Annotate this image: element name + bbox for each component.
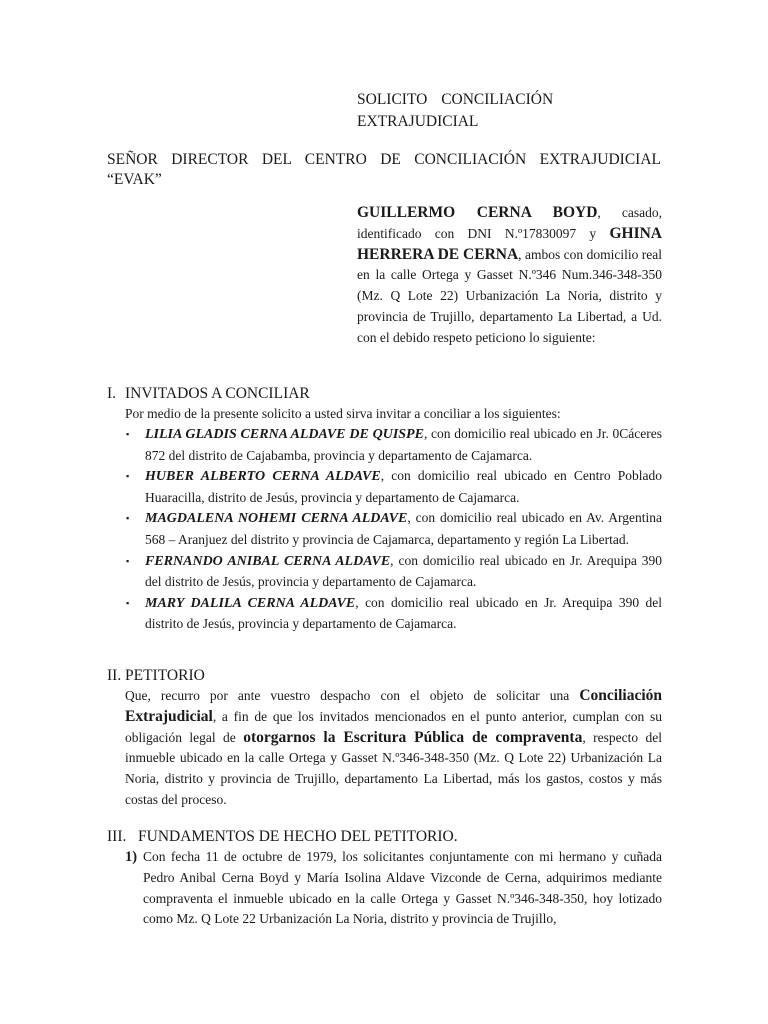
invitee-name: LILIA GLADIS CERNA ALDAVE DE QUISPE (145, 427, 424, 442)
invitees-list (125, 424, 662, 635)
fact-number: 1) (125, 849, 138, 865)
list-item (125, 847, 662, 930)
section-3-number: III. (107, 828, 127, 845)
petitorio-bold-1: Conciliación Extrajudicial (125, 687, 662, 725)
invitee-name: MAGDALENA NOHEMI CERNA ALDAVE (145, 511, 408, 527)
bullet-icon: ▪ (126, 555, 130, 566)
list-item (125, 508, 662, 550)
list-item (125, 551, 662, 593)
list-item (125, 466, 662, 508)
bullet-icon: ▪ (126, 513, 130, 524)
bullet-icon: ▪ (126, 597, 130, 608)
section-1-intro: Por medio de la presente solicito a usted sirva invitar a conciliar a los siguientes: (125, 406, 561, 421)
invitee-address: , con domicilio real ubicado en Jr. 0Cáceres 872 del distrito de Cajabamba, provincia y departamento de Cajamarca. (145, 426, 662, 463)
invitee-name: FERNANDO ANIBAL CERNA ALDAVE (145, 553, 391, 569)
invitee-address: , con domicilio real ubicado en Av. Argentina 568 – Aranjuez del distrito y provincia de Cajamarca, departamento y región La Libertad. (145, 510, 662, 547)
section-1-label: INVITADOS A CONCILIAR (125, 385, 310, 402)
bullet-icon: ▪ (126, 471, 130, 482)
fact-text: Con fecha 11 de octubre de 1979, los solicitantes conjuntamente con mi hermano y cuñada Pedro Anibal Cerna Boyd y María Isolina Aldave Vizconde de Cerna, adquirimos mediante compraventa el inmueble ubicado en la calle Ortega y Gasset N.º346-348-350, hoy lotizado como Mz. Q Lote 22 Urbanización La Noria, distrito y provincia de Trujillo, (143, 849, 662, 927)
petitorio-text-3: , respecto del inmueble ubicado en la calle Ortega y Gasset N.º346-348-350 (Mz. Q Lote 22) Urbanización La Noria, distrito y provincia de Trujillo, departamento La Libertad, más los gastos, costos y más costas del proceso. (125, 729, 662, 807)
heading-line-2: EXTRAJUDICIAL (357, 113, 479, 130)
invitee-name: HUBER ALBERTO CERNA ALDAVE (145, 469, 381, 485)
applicant-text-1: , casado, identificado con DNI N.º17830097 y (357, 205, 663, 241)
heading-line-1: SOLICITO CONCILIACIÓN (357, 91, 554, 108)
petitorio-text-2: , a fin de que los invitados mencionados en el punto anterior, cumplan con su obligación legal de (125, 708, 662, 745)
section-3-title (107, 827, 458, 847)
invitee-address: , con domicilio real ubicado en Jr. Arequipa 390 del distrito de Jesús, provincia y departamento de Cajamarca. (145, 552, 662, 590)
applicant-name-2: GHINA HERRERA DE CERNA (357, 224, 662, 263)
petitorio-bold-2: otorgarnos la Escritura Pública de compraventa (243, 728, 583, 746)
document-heading (357, 89, 579, 133)
section-3-label: FUNDAMENTOS DE HECHO DEL PETITORIO. (138, 828, 458, 845)
list-item (125, 593, 662, 635)
section-1-number: I. (107, 385, 117, 402)
bullet-icon: ▪ (126, 429, 130, 439)
applicant-name-1: GUILLERMO CERNA BOYD (357, 204, 598, 221)
section-2-label: PETITORIO (125, 667, 205, 684)
invitee-address: , con domicilio real ubicado en Jr. Arequipa 390 del distrito de Jesús, provincia y departamento de Cajamarca. (145, 594, 662, 632)
list-item (125, 424, 662, 466)
section-2-number: II. (107, 667, 122, 684)
petitorio-paragraph (125, 686, 662, 811)
addressee: SEÑOR DIRECTOR DEL CENTRO DE CONCILIACIÓN EXTRAJUDICIAL “EVAK” (107, 151, 661, 188)
facts-list (125, 847, 662, 930)
applicant-paragraph (357, 203, 662, 349)
section-2-title (107, 666, 205, 686)
invitee-name: MARY DALILA CERNA ALDAVE (145, 595, 356, 611)
petitorio-text-1: Que, recurro por ante vuestro despacho con el objeto de solicitar una (125, 688, 580, 703)
invitee-address: , con domicilio real ubicado en Centro Poblado Huaracilla, distrito de Jesús, provincia y departamento de Cajamarca. (145, 468, 662, 505)
applicant-text-2: , ambos con domicilio real en la calle Ortega y Gasset N.º346 Num.346-348-350 (Mz. Q Lote 22) Urbanización La Noria, distrito y provincia de Trujillo, departamento La Libertad, a Ud. con el debido respeto peticiono lo siguiente: (357, 246, 662, 345)
section-1-title (107, 384, 310, 404)
